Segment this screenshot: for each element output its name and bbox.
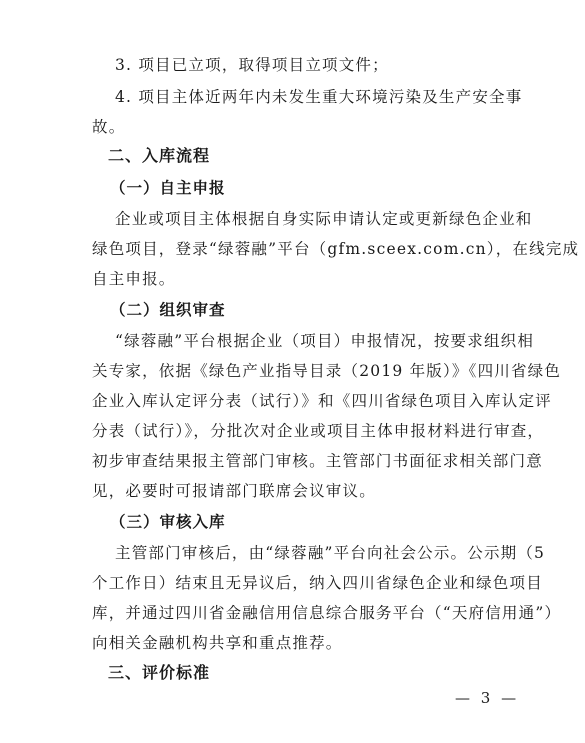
paragraph-line: “绿蓉融”平台根据企业（项目）申报情况，按要求组织相 [115,332,535,350]
subsection-heading-2: （二）组织审查 [110,301,226,319]
paragraph-line: 个工作日）结束且无异议后，纳入四川省绿色企业和绿色项目 [92,574,543,592]
subsection-heading-3: （三）审核入库 [110,513,226,531]
paragraph-line: 企业或项目主体根据自身实际申请认定或更新绿色企业和 [115,210,533,228]
section-heading-3: 三、评价标准 [108,663,211,682]
list-item-4: 4. 项目主体近两年内未发生重大环境污染及生产安全事 [115,88,523,106]
paragraph-line: 自主申报。 [92,270,176,288]
paragraph-line: 分表（试行）》，分批次对企业或项目主体申报材料进行审查， [92,422,545,440]
paragraph-line: 初步审查结果报主管部门审核。主管部门书面征求相关部门意 [92,452,543,470]
subsection-heading-1: （一）自主申报 [110,179,226,197]
page-number: — 3 — [455,689,520,707]
paragraph-line: 绿色项目，登录“绿蓉融”平台（gfm.sceex.com.cn），在线完成 [92,240,580,258]
paragraph-line: 向相关金融机构共享和重点推荐。 [92,634,343,652]
list-item-3: 3. 项目已立项，取得项目立项文件； [115,56,389,74]
paragraph-line: 关专家，依据《绿色产业指导目录（2019 年版）》《四川省绿色 [92,362,562,380]
paragraph-line: 企业入库认定评分表（试行）》和《四川省绿色项目入库认定评 [92,392,552,410]
section-heading-2: 二、入库流程 [108,146,211,165]
list-item-4-continuation: 故。 [92,118,126,136]
paragraph-line: 库，并通过四川省金融信用信息综合服务平台（“天府信用通”） [92,604,562,622]
paragraph-line: 主管部门审核后，由“绿蓉融”平台向社会公示。公示期（5 [115,544,546,562]
paragraph-line: 见，必要时可报请部门联席会议审议。 [92,482,376,500]
